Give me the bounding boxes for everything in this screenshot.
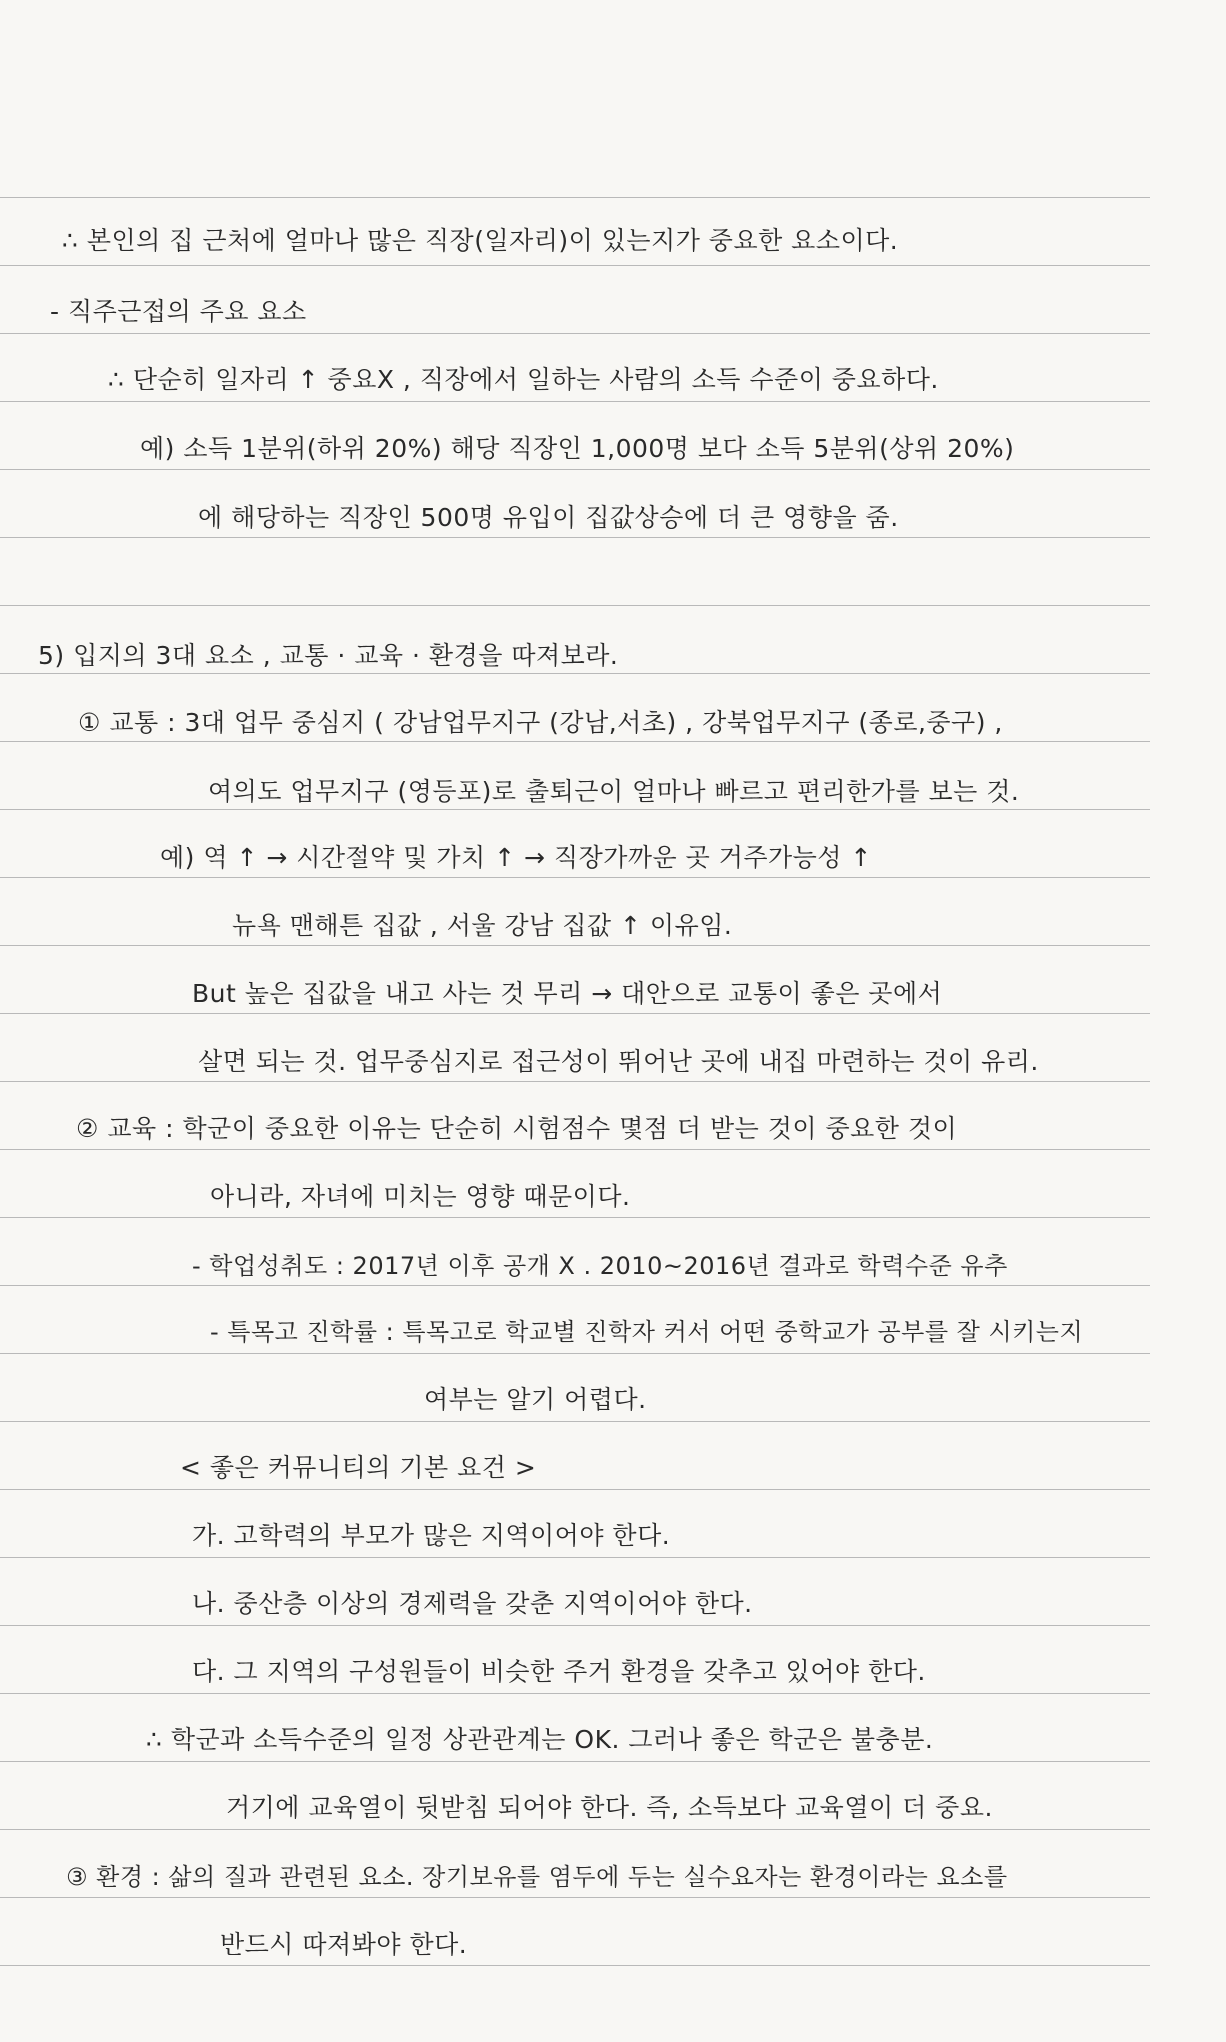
note-line: - 직주근접의 주요 요소 [50, 297, 307, 326]
note-line: 에 해당하는 직장인 500명 유입이 집값상승에 더 큰 영향을 줌. [198, 503, 899, 532]
note-line: 반드시 따져봐야 한다. [220, 1930, 468, 1959]
note-line: But 높은 집값을 내고 사는 것 무리 → 대안으로 교통이 좋은 곳에서 [192, 979, 943, 1008]
ruled-line [0, 1421, 1150, 1422]
note-line: 가. 고학력의 부모가 많은 지역이어야 한다. [192, 1521, 671, 1550]
ruled-line [0, 1217, 1150, 1218]
note-line: 아니라, 자녀에 미치는 영향 때문이다. [210, 1182, 631, 1211]
ruled-line [0, 1965, 1150, 1966]
ruled-line [0, 1557, 1150, 1558]
note-line: ∴ 단순히 일자리 ↑ 중요X , 직장에서 일하는 사람의 소득 수준이 중요하다. [108, 365, 939, 394]
ruled-line [0, 537, 1150, 538]
ruled-line [0, 401, 1150, 402]
note-line: ② 교육 : 학군이 중요한 이유는 단순히 시험점수 몇점 더 받는 것이 중요한 것이 [76, 1114, 958, 1143]
note-line: 거기에 교육열이 뒷받침 되어야 한다. 즉, 소득보다 교육열이 더 중요. [226, 1793, 993, 1822]
ruled-line [0, 673, 1150, 674]
note-line: 여부는 알기 어렵다. [424, 1385, 647, 1414]
ruled-line [0, 1353, 1150, 1354]
ruled-line [0, 1625, 1150, 1626]
ruled-line [0, 1897, 1150, 1898]
note-line: - 학업성취도 : 2017년 이후 공개 X . 2010~2016년 결과로 학력수준 유추 [192, 1252, 1008, 1280]
note-line: 살면 되는 것. 업무중심지로 접근성이 뛰어난 곳에 내집 마련하는 것이 유리. [198, 1047, 1039, 1076]
ruled-line [0, 1149, 1150, 1150]
ruled-line [0, 265, 1150, 266]
ruled-line [0, 1081, 1150, 1082]
ruled-line [0, 197, 1150, 198]
ruled-line [0, 1489, 1150, 1490]
ruled-line [0, 1013, 1150, 1014]
note-line: < 좋은 커뮤니티의 기본 요건 > [180, 1453, 537, 1482]
note-line: 다. 그 지역의 구성원들이 비슷한 주거 환경을 갖추고 있어야 한다. [192, 1657, 926, 1686]
ruled-line [0, 1761, 1150, 1762]
note-line: 나. 중산층 이상의 경제력을 갖춘 지역이어야 한다. [192, 1589, 753, 1618]
ruled-line [0, 741, 1150, 742]
ruled-line [0, 469, 1150, 470]
ruled-line [0, 1829, 1150, 1830]
note-line: 예) 역 ↑ → 시간절약 및 가치 ↑ → 직장가까운 곳 거주가능성 ↑ [160, 843, 872, 872]
ruled-line [0, 605, 1150, 606]
note-line: 뉴욕 맨해튼 집값 , 서울 강남 집값 ↑ 이유임. [232, 911, 733, 940]
note-line: ∴ 본인의 집 근처에 얼마나 많은 직장(일자리)이 있는지가 중요한 요소이다. [62, 226, 899, 255]
note-line: ∴ 학군과 소득수준의 일정 상관관계는 OK. 그러나 좋은 학군은 불충분. [146, 1725, 934, 1754]
note-line: 예) 소득 1분위(하위 20%) 해당 직장인 1,000명 보다 소득 5분위(상위 20%) [140, 434, 1015, 463]
ruled-line [0, 1693, 1150, 1694]
ruled-line [0, 333, 1150, 334]
ruled-line [0, 809, 1150, 810]
note-line: 5) 입지의 3대 요소 , 교통 · 교육 · 환경을 따져보라. [38, 641, 619, 670]
ruled-line [0, 945, 1150, 946]
note-line: ③ 환경 : 삶의 질과 관련된 요소. 장기보유를 염두에 두는 실수요자는 환경이라는 요소를 [66, 1863, 1008, 1891]
note-line: - 특목고 진학률 : 특목고로 학교별 진학자 커서 어떤 중학교가 공부를 잘 시키는지 [210, 1318, 1084, 1346]
ruled-line [0, 1285, 1150, 1286]
note-line: 여의도 업무지구 (영등포)로 출퇴근이 얼마나 빠르고 편리한가를 보는 것. [208, 777, 1020, 806]
note-line: ① 교통 : 3대 업무 중심지 ( 강남업무지구 (강남,서초) , 강북업무지구 (종로,중구) , [78, 708, 1003, 737]
ruled-line [0, 877, 1150, 878]
